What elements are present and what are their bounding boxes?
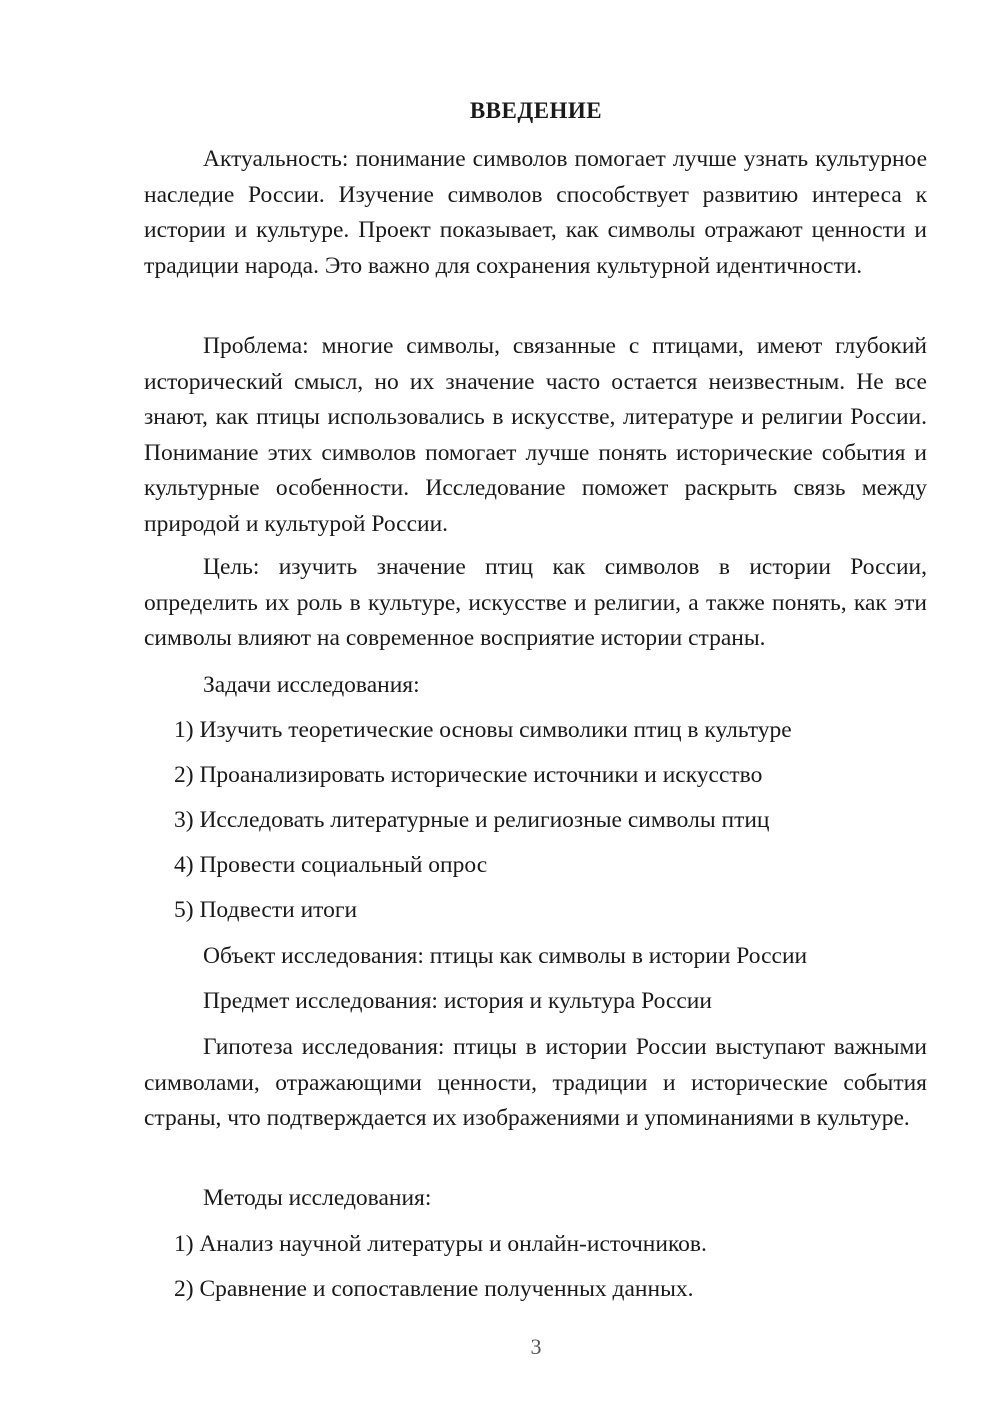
task-item: 2) Проанализировать исторические источники и искусство xyxy=(174,762,763,788)
tasks-heading: Задачи исследования: xyxy=(203,672,420,698)
methods-heading: Методы исследования: xyxy=(203,1185,432,1211)
method-item: 2) Сравнение и сопоставление полученных данных. xyxy=(174,1276,694,1302)
task-item: 3) Исследовать литературные и религиозные символы птиц xyxy=(174,807,770,833)
task-item: 4) Провести социальный опрос xyxy=(174,852,488,878)
task-item: 1) Изучить теоретические основы символики птиц в культуре xyxy=(174,717,792,743)
goal-paragraph: Цель: изучить значение птиц как символов в истории России, определить их роль в культуре, искусстве и религии, а также понять, как эти символы влияют на современное восприятие истории страны. xyxy=(144,554,927,651)
subject-line: Предмет исследования: история и культура России xyxy=(203,988,712,1014)
object-line: Объект исследования: птицы как символы в истории России xyxy=(203,943,808,969)
hypothesis-paragraph: Гипотеза исследования: птицы в истории России выступают важными символами, отражающими ценности, традиции и исторические события страны, что подтверждается их изображениями и упоминаниями в культуре. xyxy=(144,1034,927,1131)
problem-paragraph: Проблема: многие символы, связанные с птицами, имеют глубокий исторический смысл, но их значение часто остается неизвестным. Не все знают, как птицы использовались в искусстве, литературе и религии России. Понимание этих символов помогает лучше понять исторические события и культурные особенности. Исследование поможет раскрыть связь между природой и культурой России. xyxy=(144,333,927,537)
relevance-paragraph: Актуальность: понимание символов помогает лучше узнать культурное наследие России. Изучение символов способствует развитию интереса к истории и культуре. Проект показывает, как символы отражают ценности и традиции народа. Это важно для сохранения культурной идентичности. xyxy=(144,146,927,279)
page-number: 3 xyxy=(530,1334,542,1359)
task-item: 5) Подвести итоги xyxy=(174,897,358,923)
page-title: ВВЕДЕНИЕ xyxy=(469,98,603,123)
method-item: 1) Анализ научной литературы и онлайн-источников. xyxy=(174,1231,707,1257)
